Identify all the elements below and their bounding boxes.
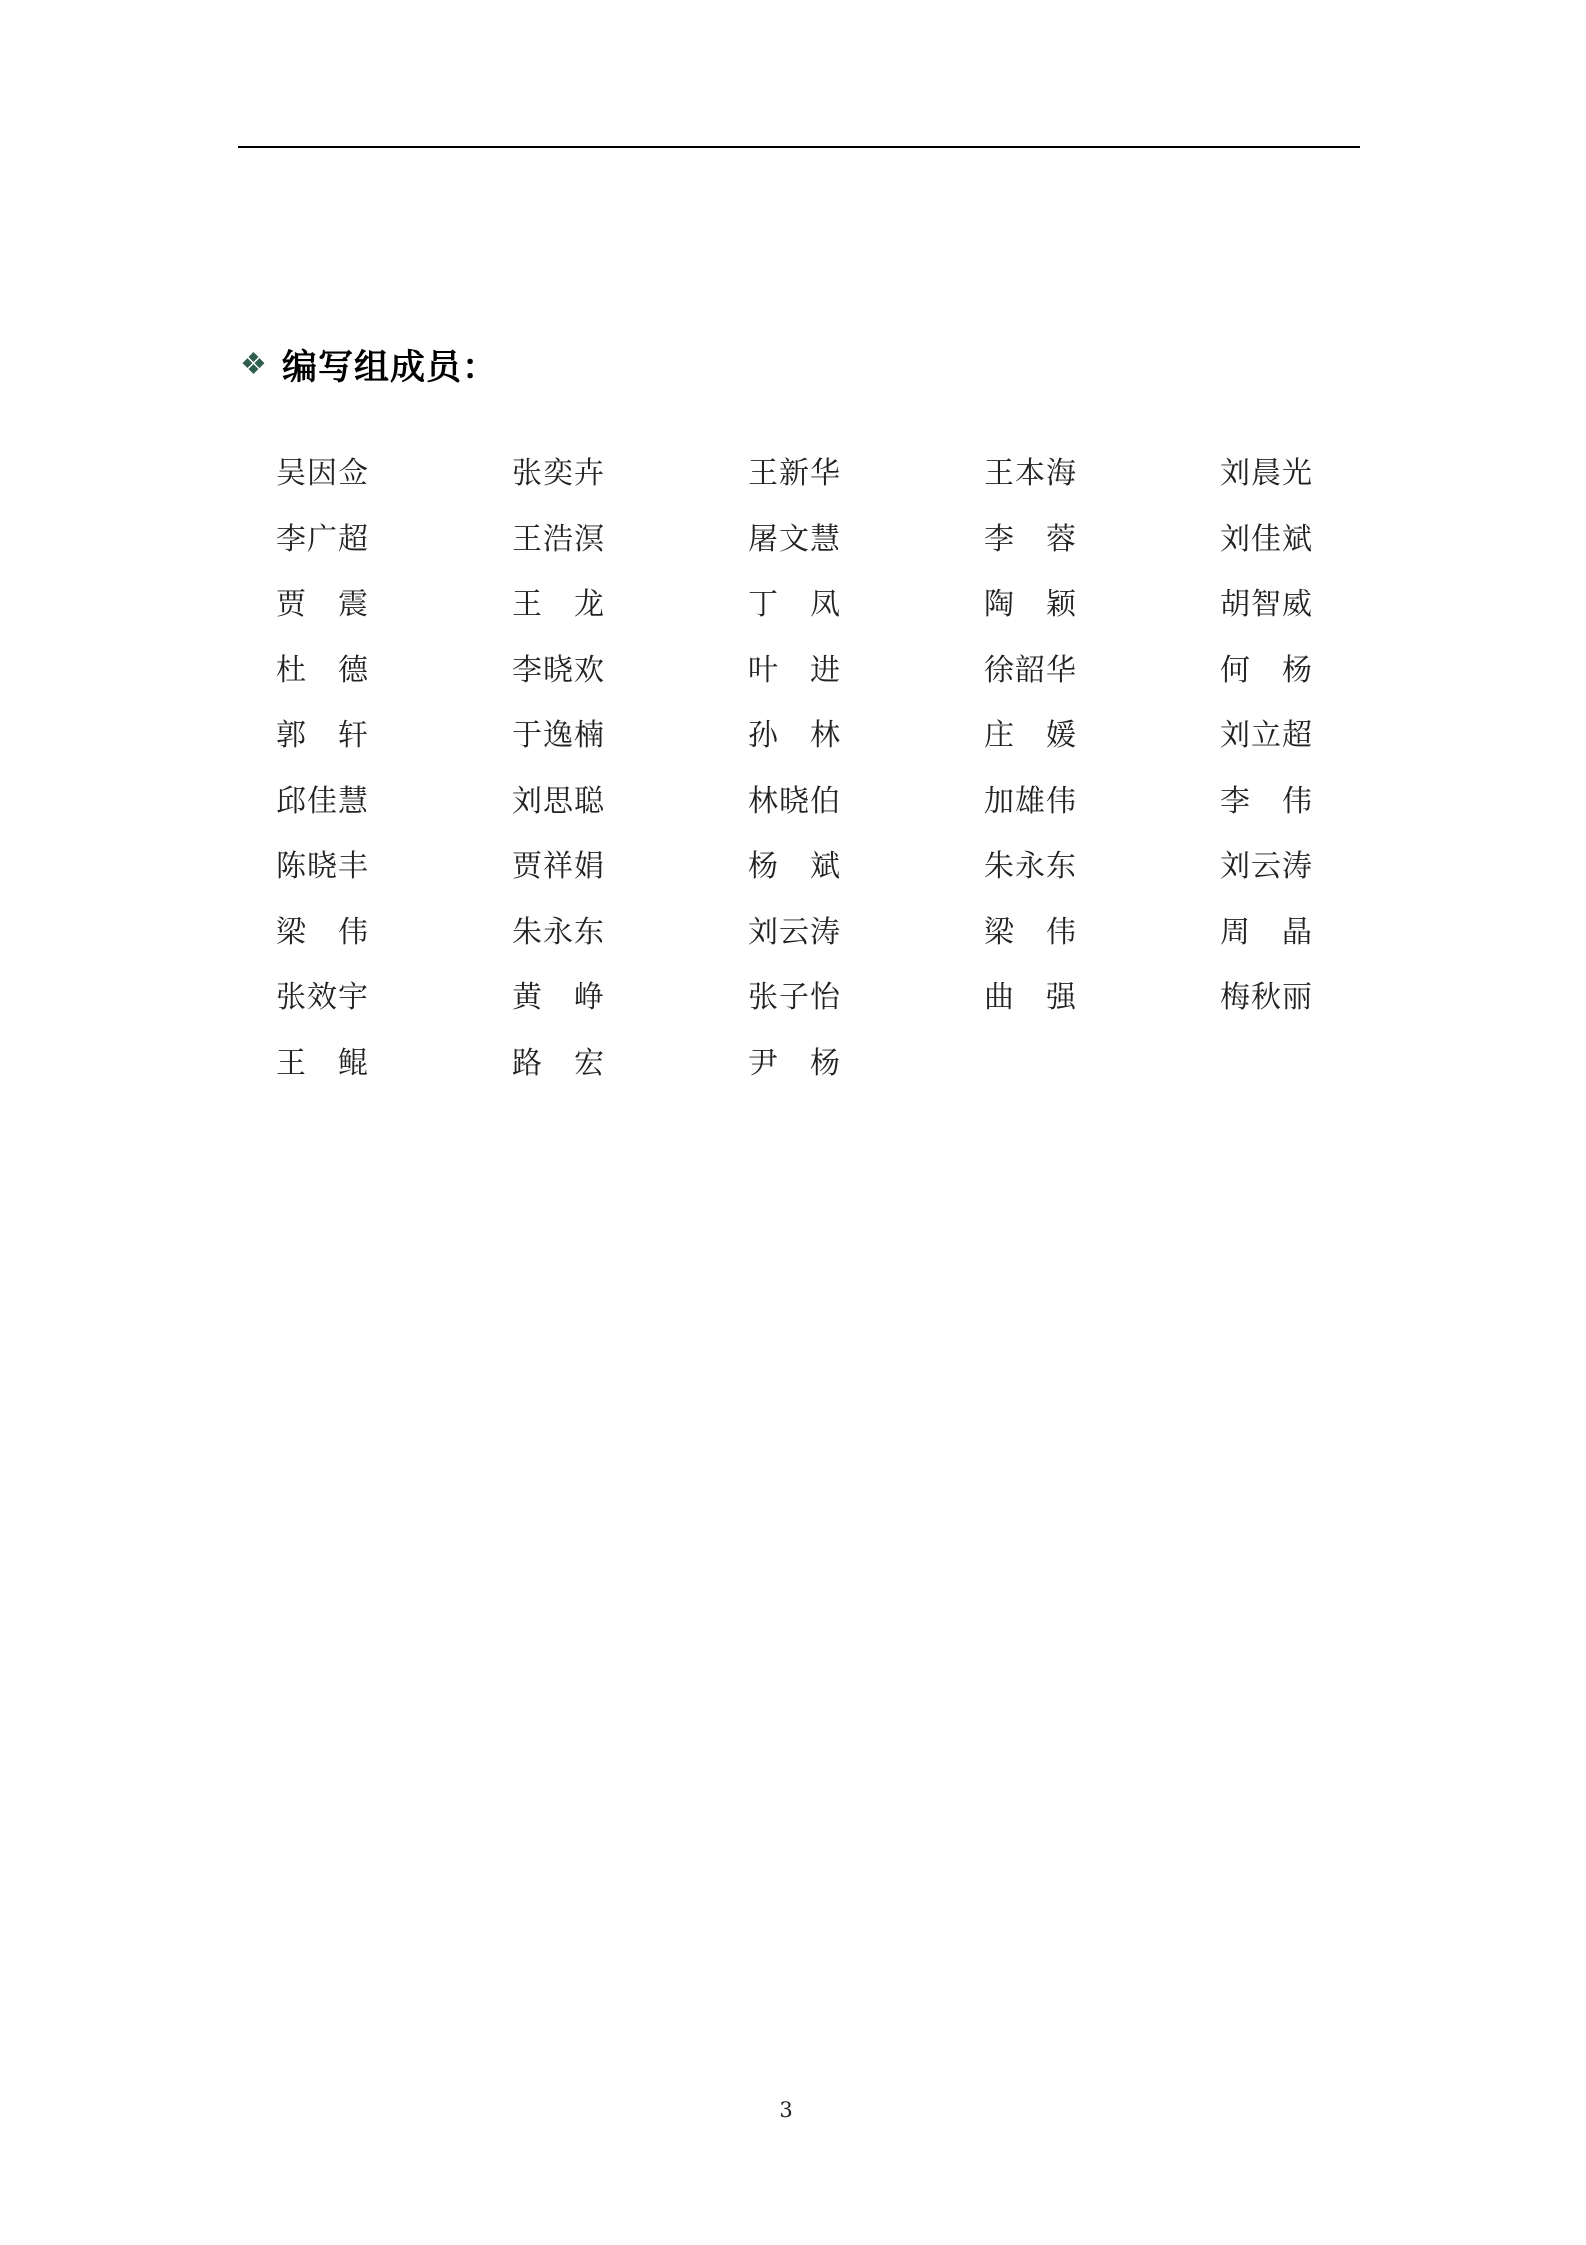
- member-name-text: 李 广 超: [276, 521, 368, 557]
- member-name: [1220, 784, 1396, 820]
- header-rule: [238, 146, 1360, 148]
- member-name-text: 张 效 宇: [276, 980, 368, 1015]
- page-number: 3: [779, 2098, 793, 2122]
- section-title: 编写组成员：: [282, 348, 499, 388]
- member-name-text: 曲 强: [984, 980, 1076, 1015]
- member-name: [1220, 980, 1396, 1016]
- member-name-text: 梁 伟: [984, 914, 1076, 950]
- member-name-text: 梅 秋 丽: [1220, 980, 1312, 1015]
- member-name: [276, 784, 512, 820]
- member-name: [276, 456, 512, 492]
- member-name-text: 周 晶: [1220, 914, 1312, 950]
- member-name: [748, 456, 984, 492]
- member-name: [276, 718, 512, 754]
- member-name-text: 尹 杨: [748, 1045, 840, 1081]
- member-name-text: 王 鲲: [276, 1045, 368, 1081]
- member-name-text: 庄 媛: [984, 718, 1076, 753]
- member-name: [748, 718, 984, 754]
- member-name-text: 李 伟: [1220, 783, 1312, 819]
- member-name: [984, 849, 1220, 885]
- member-name-text: 吴 因 佥: [276, 456, 368, 491]
- member-name: [512, 980, 748, 1016]
- member-name-text: 刘 云 涛: [748, 914, 840, 950]
- member-name: [512, 784, 748, 820]
- member-name-text: 刘 云 涛: [1220, 849, 1312, 884]
- member-name-text: 贾 祥 娟: [512, 849, 604, 884]
- member-name: [1220, 849, 1396, 885]
- member-name: [984, 915, 1220, 951]
- member-name: [984, 456, 1220, 492]
- member-name-text: 叶 进: [748, 652, 840, 688]
- member-name-text: 刘 佳 斌: [1220, 521, 1312, 557]
- member-name-text: 贾 震: [276, 587, 368, 622]
- member-name: [276, 522, 512, 558]
- member-name: [748, 849, 984, 885]
- section-heading: [240, 337, 498, 393]
- member-name: [748, 587, 984, 623]
- member-name: [984, 653, 1220, 689]
- member-name: [276, 653, 512, 689]
- diamond-bullet-icon: ❖: [240, 347, 267, 382]
- member-name-text: 朱 永 东: [984, 849, 1076, 884]
- member-name-text: 杜 德: [276, 652, 368, 688]
- member-name-text: 黄 峥: [512, 980, 604, 1015]
- member-name: [748, 653, 984, 689]
- member-name: [512, 718, 748, 754]
- member-name-text: 王 本 海: [984, 456, 1076, 491]
- member-name-text: 杨 斌: [748, 849, 840, 884]
- member-name-text: 胡 智 威: [1220, 587, 1312, 622]
- member-name-text: 加 雄 伟: [984, 783, 1076, 819]
- member-name: [512, 456, 748, 492]
- member-name-text: 刘 立 超: [1220, 718, 1312, 753]
- member-name: [1220, 522, 1396, 558]
- member-name-text: 孙 林: [748, 718, 840, 753]
- member-name: [512, 849, 748, 885]
- member-name: [1220, 718, 1396, 754]
- member-name: [748, 522, 984, 558]
- member-name-text: 刘 思 聪: [512, 783, 604, 819]
- member-name: [984, 587, 1220, 623]
- member-name: [512, 522, 748, 558]
- member-name-text: 李 蓉: [984, 521, 1076, 557]
- member-name: [984, 718, 1220, 754]
- member-name-text: 张 子 怡: [748, 980, 840, 1015]
- member-name: [512, 653, 748, 689]
- member-name-text: 张 奕 卉: [512, 456, 604, 491]
- member-name: [984, 522, 1220, 558]
- member-name: [1220, 587, 1396, 623]
- member-name-text: 陶 颖: [984, 587, 1076, 622]
- member-name: [276, 915, 512, 951]
- member-name: [748, 1046, 984, 1082]
- member-name-text: 林 晓 伯: [748, 783, 840, 819]
- member-name: [276, 980, 512, 1016]
- member-name: [276, 1046, 512, 1082]
- member-name: [512, 587, 748, 623]
- member-name-text: 屠 文 慧: [748, 521, 840, 557]
- member-name-text: 于 逸 楠: [512, 718, 604, 753]
- member-name-text: 梁 伟: [276, 914, 368, 950]
- member-name: [1220, 915, 1396, 951]
- member-name-text: 王 浩 溟: [512, 521, 604, 557]
- member-name: [512, 1046, 748, 1082]
- member-name-text: 何 杨: [1220, 652, 1312, 688]
- member-name-text: 郭 轩: [276, 718, 368, 753]
- member-name-text: 王 龙: [512, 587, 604, 622]
- member-name: [748, 980, 984, 1016]
- member-name-text: 刘 晨 光: [1220, 456, 1312, 491]
- member-name: [984, 784, 1220, 820]
- member-name-text: 邱 佳 慧: [276, 783, 368, 819]
- member-name: [276, 587, 512, 623]
- member-name: [1220, 456, 1396, 492]
- member-name-text: 朱 永 东: [512, 914, 604, 950]
- member-name-text: 徐 韶 华: [984, 652, 1076, 688]
- members-grid: [276, 456, 1396, 1111]
- member-name: [512, 915, 748, 951]
- member-name-text: 路 宏: [512, 1045, 604, 1081]
- member-name-text: 王 新 华: [748, 456, 840, 491]
- member-name-text: 陈 晓 丰: [276, 849, 368, 884]
- member-name: [276, 849, 512, 885]
- member-name-text: 丁 凤: [748, 587, 840, 622]
- member-name-text: 李 晓 欢: [512, 652, 604, 688]
- member-name: [1220, 653, 1396, 689]
- member-name: [984, 980, 1220, 1016]
- member-name: [748, 784, 984, 820]
- member-name: [748, 915, 984, 951]
